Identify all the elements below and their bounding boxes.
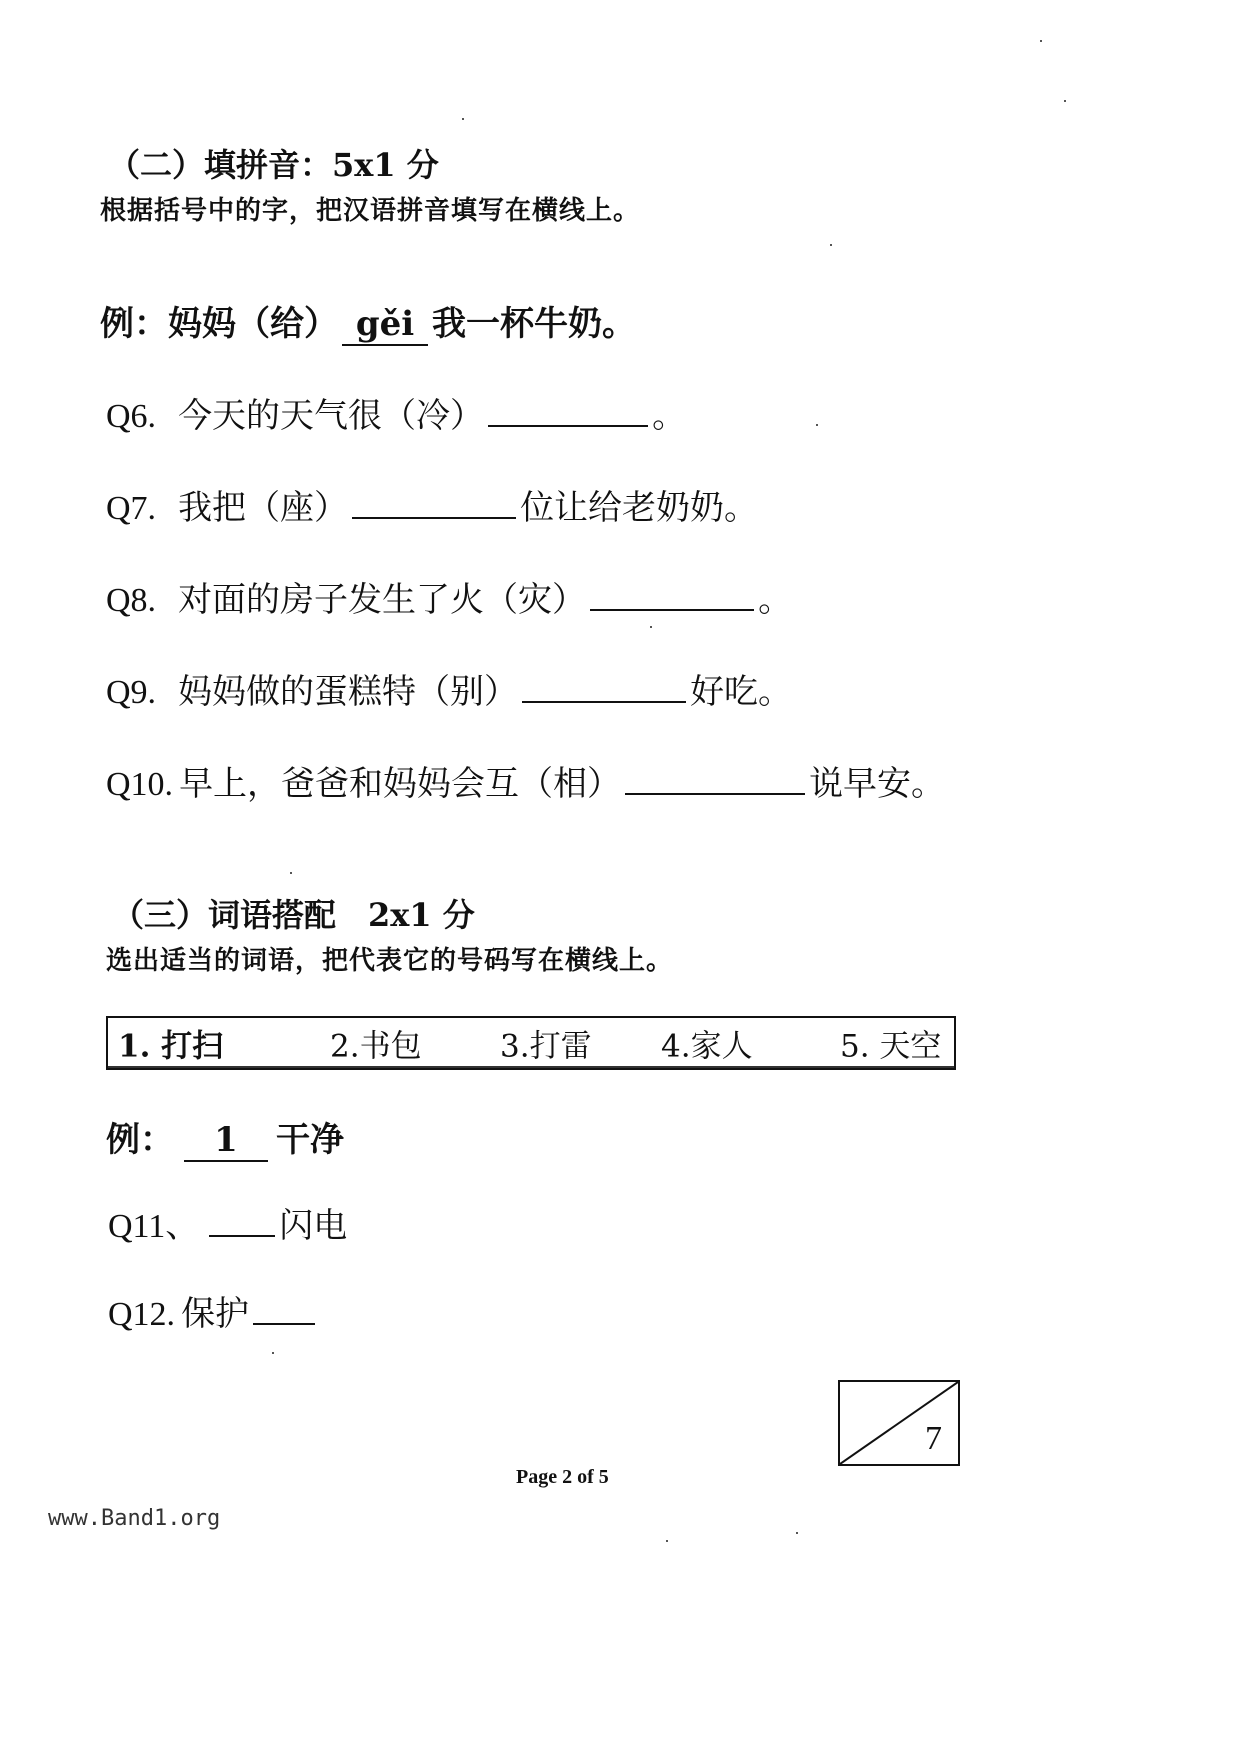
question-text-after: 闪电: [279, 1206, 348, 1246]
example-prefix: 例：妈妈（给）: [100, 304, 338, 344]
word-option-3: 3.打雷: [500, 1028, 592, 1065]
question-q11: [108, 1198, 347, 1247]
question-text-after: 说早安。: [809, 764, 946, 804]
question-text-after: 好吃。: [690, 672, 793, 712]
answer-blank[interactable]: [522, 700, 686, 703]
answer-blank[interactable]: [209, 1234, 275, 1237]
answer-blank[interactable]: [625, 792, 805, 795]
question-text-after: 。: [758, 580, 793, 620]
question-text: 妈妈做的蛋糕特（别）: [178, 672, 519, 712]
question-number: Q7.: [106, 490, 157, 527]
question-number: Q6.: [106, 398, 157, 435]
question-q9: [106, 664, 792, 713]
answer-blank[interactable]: [488, 424, 648, 427]
question-number: Q11、: [108, 1208, 200, 1245]
section2-instruction: 根据括号中的字，把汉语拼音填写在横线上。: [100, 196, 641, 226]
example-suffix: 干净: [276, 1120, 344, 1160]
word-option-2: 2.书包: [330, 1028, 422, 1065]
question-text: 早上，爸爸和妈妈会互（相）: [179, 764, 622, 804]
question-q8: [106, 572, 792, 621]
word-option-1: 1. 打扫: [118, 1028, 224, 1065]
question-number: Q9.: [106, 674, 157, 711]
question-number: Q12.: [108, 1296, 176, 1333]
answer-blank[interactable]: [253, 1322, 315, 1325]
question-q12: [108, 1286, 319, 1335]
answer-blank[interactable]: [352, 516, 516, 519]
score-value: 7: [925, 1420, 942, 1457]
section2-example: [100, 296, 636, 346]
question-number: Q8.: [106, 582, 157, 619]
question-text: 保护: [181, 1294, 250, 1334]
question-text-after: 位让给老奶奶。: [520, 488, 759, 528]
score-box: [838, 1380, 960, 1466]
example-prefix: 例：: [106, 1120, 174, 1160]
question-text: 我把（座）: [178, 488, 349, 528]
question-text: 对面的房子发生了火（灾）: [178, 580, 587, 620]
word-bank-box: [106, 1016, 956, 1070]
answer-blank[interactable]: [590, 608, 754, 611]
example-answer: 1: [184, 1120, 268, 1162]
question-text-after: 。: [652, 396, 687, 436]
example-suffix: 我一杯牛奶。: [432, 304, 636, 344]
question-text: 今天的天气很（冷）: [178, 396, 485, 436]
section3-example: [106, 1112, 344, 1162]
question-q6: [106, 388, 686, 437]
section2-title: （二）填拼音：5x1 分: [108, 146, 439, 184]
page-number: Page 2 of 5: [516, 1466, 609, 1488]
section3-title: （三）词语搭配 2x1 分: [112, 896, 475, 934]
word-option-5: 5. 天空: [840, 1028, 942, 1065]
question-q7: [106, 480, 758, 529]
section3-instruction: 选出适当的词语，把代表它的号码写在横线上。: [106, 946, 674, 976]
question-number: Q10.: [106, 766, 174, 803]
example-answer: gěi: [342, 304, 428, 346]
question-q10: [106, 756, 945, 805]
watermark: www.Band1.org: [48, 1506, 221, 1531]
word-option-4: 4.家人: [661, 1028, 753, 1065]
